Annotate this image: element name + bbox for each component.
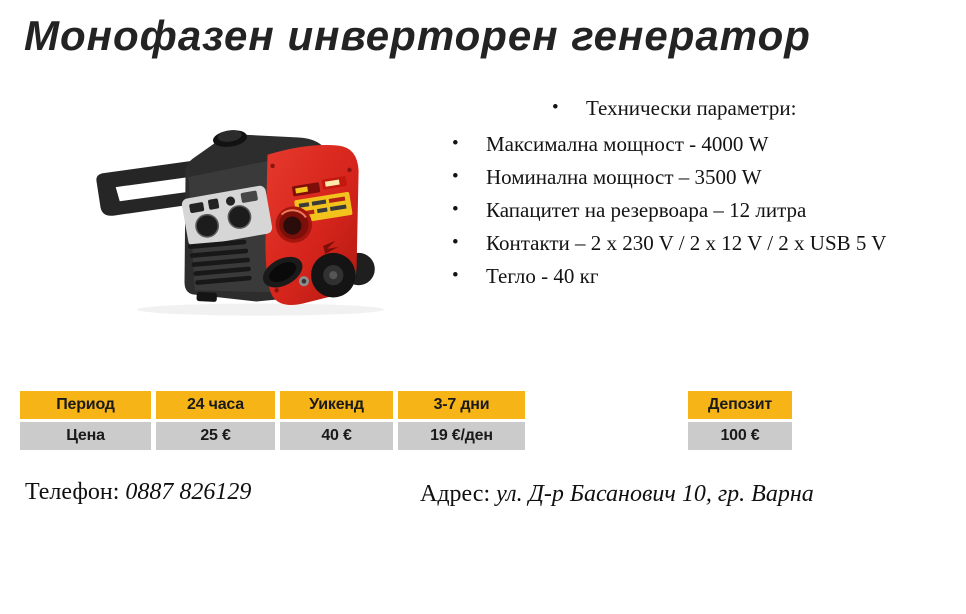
bullet-icon: • [452, 265, 459, 286]
bullet-icon: • [552, 97, 559, 118]
pricing-value-3-7-days: 19 €/ден [398, 422, 525, 450]
address-line [420, 479, 852, 509]
spec-text: Контакти – 2 x 230 V / 2 x 12 V / 2 x USB 5 V [486, 231, 887, 255]
bullet-icon: • [452, 166, 459, 187]
spec-text: Номинална мощност – 3500 W [486, 165, 762, 189]
phone-label: Телефон: [25, 479, 120, 505]
spec-header: Технически параметри: [586, 96, 797, 120]
pricing-header-weekend: Уикенд [280, 391, 393, 419]
pricing-value-weekend: 40 € [280, 422, 393, 450]
phone-line [25, 479, 251, 506]
deposit-value: 100 € [688, 422, 792, 450]
spec-item-outlets [452, 230, 966, 256]
pricing-header-period: Период [20, 391, 151, 419]
bullet-icon: • [452, 133, 459, 154]
spec-text: Капацитет на резервоара – 12 литра [486, 198, 807, 222]
pricing-table [20, 391, 525, 450]
pricing-value-24h: 25 € [156, 422, 275, 450]
page-title: Монофазен инверторен генератор [24, 12, 811, 59]
spec-item-tank-capacity [452, 197, 966, 223]
address-value: ул. Д-р Басанович 10, гр. Варна [496, 481, 814, 507]
spec-text: Максимална мощност - 4000 W [486, 132, 769, 156]
generator-illustration [58, 120, 392, 318]
spec-header-row [552, 95, 966, 121]
address-label: Адрес: [420, 481, 491, 507]
phone-number: 0887 826129 [125, 479, 252, 505]
bullet-icon: • [452, 199, 459, 220]
pricing-value-label: Цена [20, 422, 151, 450]
pricing-header-3-7-days: 3-7 дни [398, 391, 525, 419]
deposit-table [688, 391, 792, 450]
spec-item-nominal-power [452, 164, 966, 190]
technical-specs-list [452, 95, 966, 296]
deposit-header: Депозит [688, 391, 792, 419]
spec-item-max-power [452, 131, 966, 157]
pricing-header-24h: 24 часа [156, 391, 275, 419]
generator-photo [58, 120, 392, 318]
spec-text: Тегло - 40 кг [486, 264, 599, 288]
bullet-icon: • [452, 232, 459, 253]
spec-item-weight [452, 263, 966, 289]
